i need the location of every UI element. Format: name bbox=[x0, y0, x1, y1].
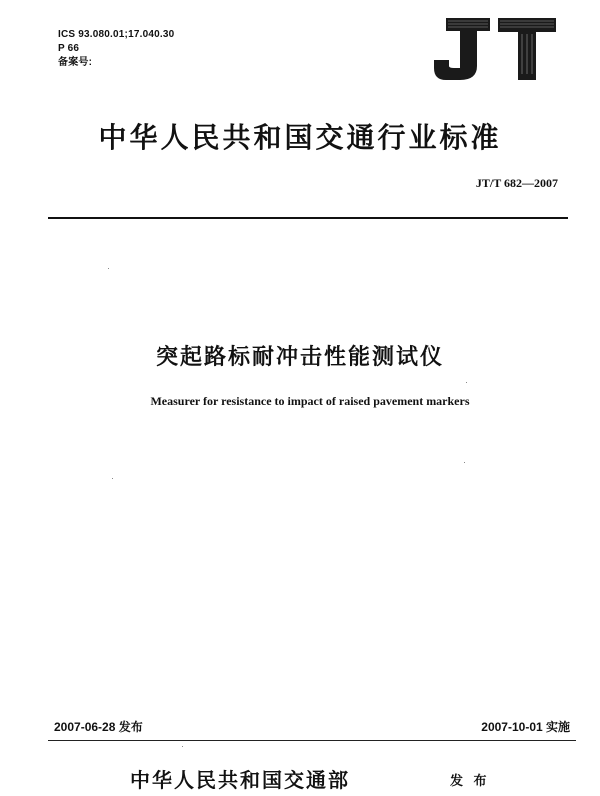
scan-speck bbox=[464, 462, 465, 463]
scan-speck bbox=[466, 382, 467, 383]
issue-date: 2007-06-28 发布 bbox=[54, 720, 143, 734]
scan-speck bbox=[108, 268, 109, 269]
header-divider bbox=[48, 217, 568, 219]
footer-divider bbox=[48, 740, 576, 741]
record-number: 备案号: bbox=[58, 57, 93, 68]
publisher-name: 中华人民共和国交通部 bbox=[130, 768, 350, 792]
scan-speck bbox=[112, 478, 113, 479]
document-title-zh: 突起路标耐冲击性能测试仪 bbox=[155, 345, 444, 370]
standard-type-title: 中华人民共和国交通行业标准 bbox=[98, 121, 502, 154]
scan-speck bbox=[182, 746, 183, 747]
standard-number: JT/T 682—2007 bbox=[475, 176, 558, 190]
document-meta bbox=[58, 28, 174, 70]
document-title-en: Measurer for resistance to impact of raised pavement markers bbox=[150, 394, 470, 408]
ics-code: ICS 93.080.01;17.040.30 bbox=[58, 29, 175, 40]
jt-logo bbox=[432, 14, 560, 84]
publish-label: 发 布 bbox=[450, 774, 490, 789]
implementation-date: 2007-10-01 实施 bbox=[481, 720, 570, 734]
category-code: P 66 bbox=[58, 43, 80, 54]
